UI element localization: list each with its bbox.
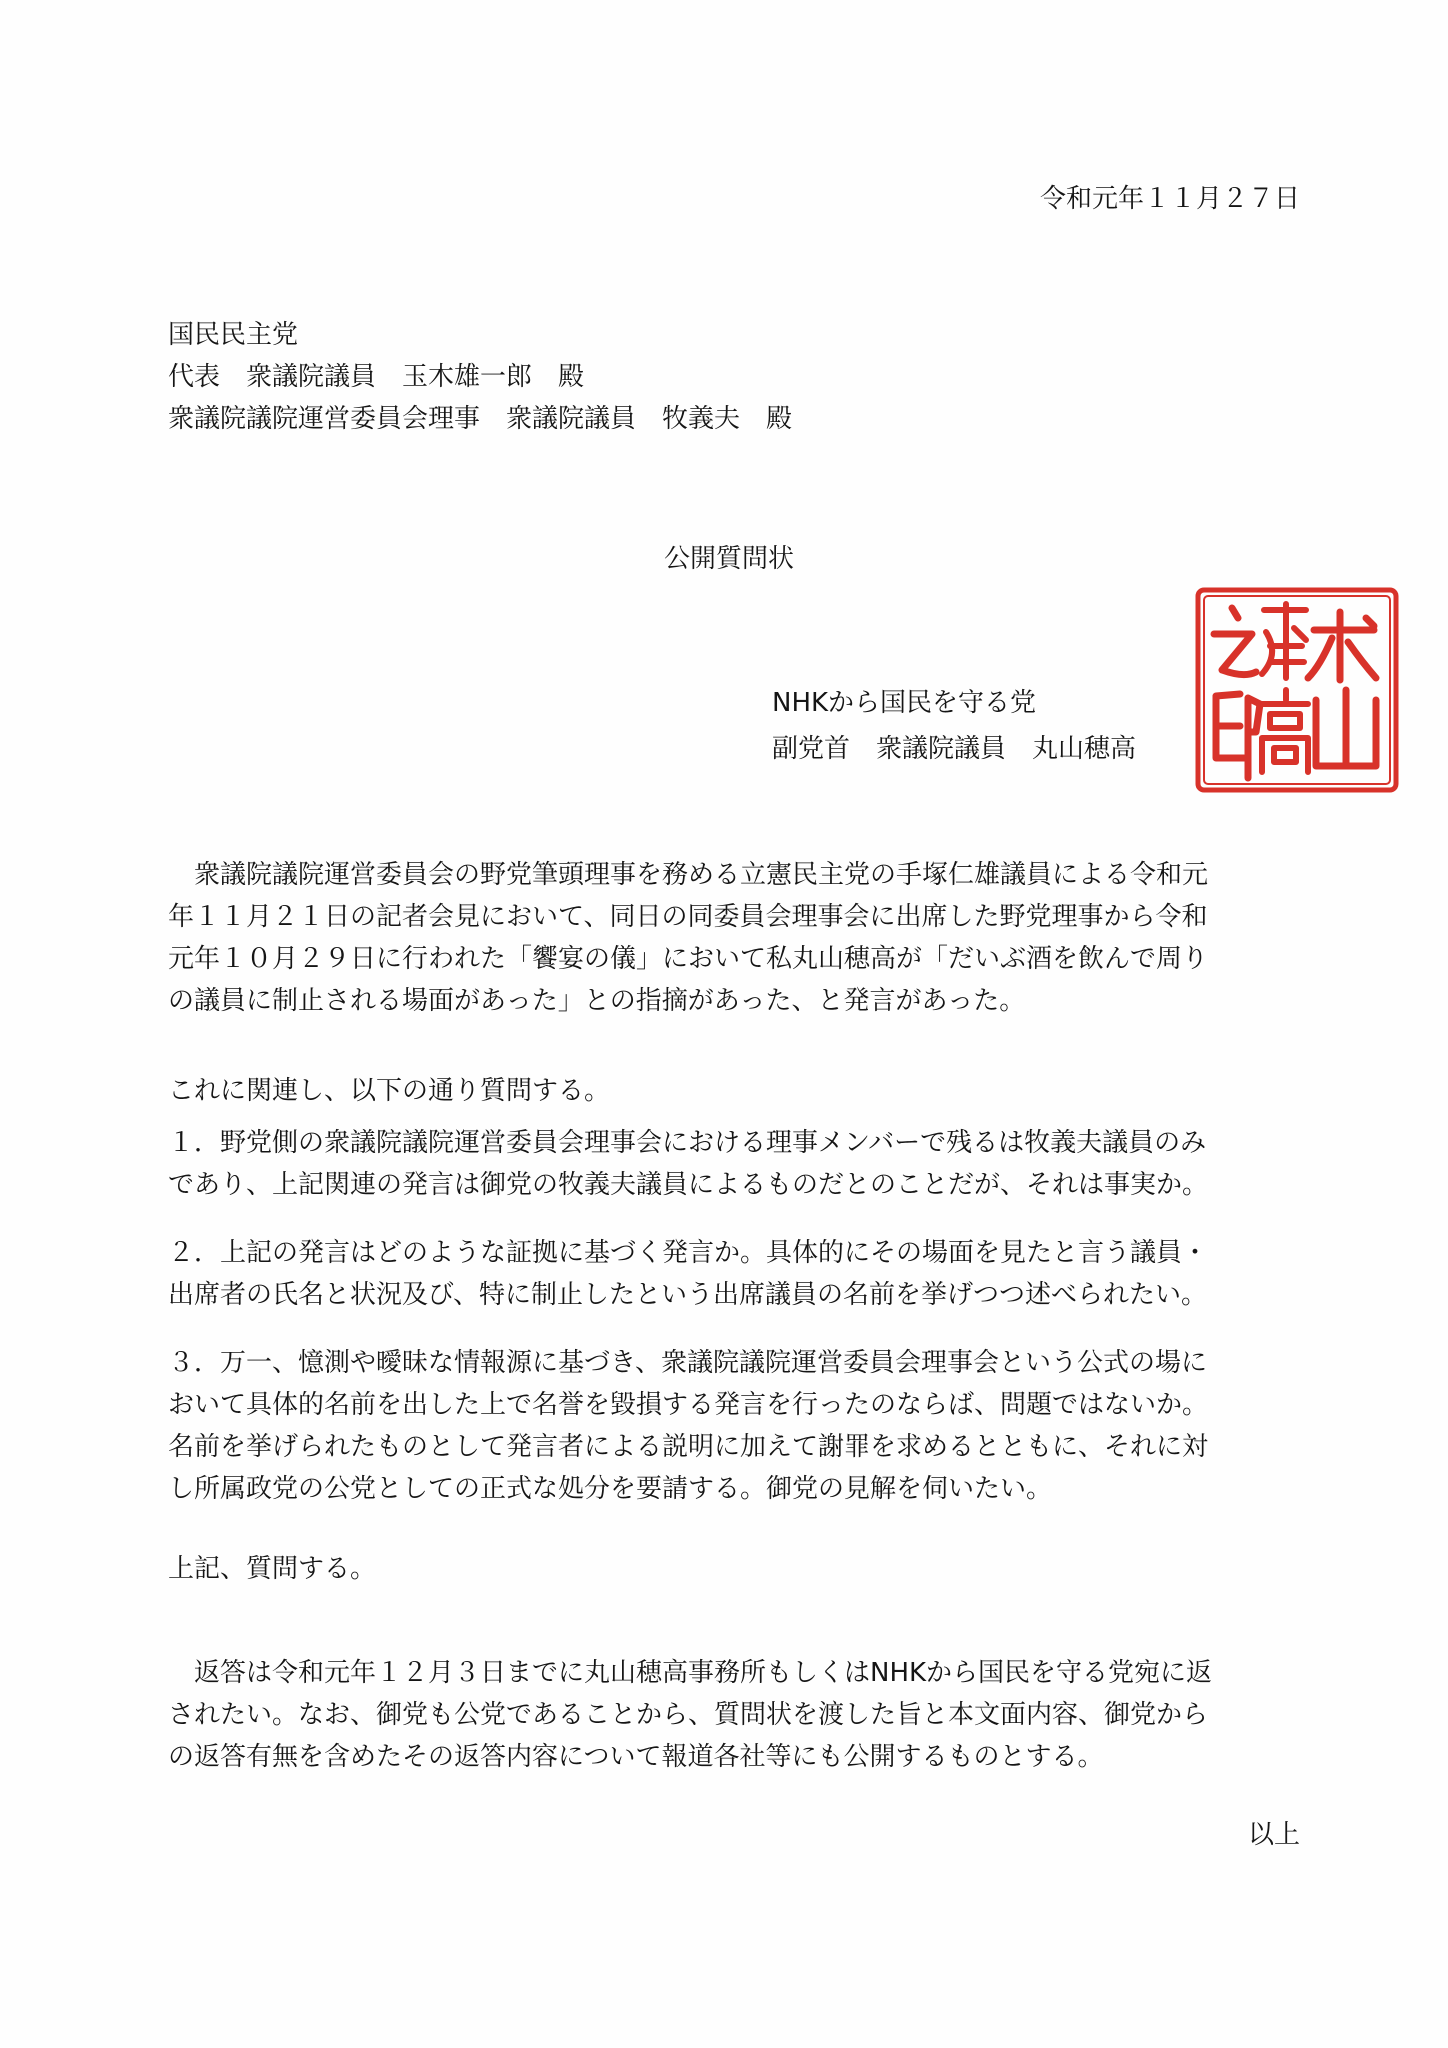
question-line: ２．上記の発言はどのような証拠に基づく発言か。具体的にその場面を見たと言う議員・: [168, 1238, 1209, 1268]
addressee-party: 国民民主党: [168, 320, 299, 350]
closing-statement: 上記、質問する。: [168, 1554, 377, 1584]
end-mark: 以上: [1247, 1820, 1300, 1850]
question-line: し所属政党の公党としての正式な処分を要請する。御党の見解を伺いたい。: [168, 1474, 1053, 1504]
intro-line: 年１１月２１日の記者会見において、同日の同委員会理事会に出席した野党理事から令和: [168, 902, 1208, 932]
question-1: [168, 1122, 1296, 1206]
question-line: ３．万一、憶測や曖昧な情報源に基づき、衆議院議院運営委員会理事会という公式の場に: [168, 1348, 1207, 1378]
sender-party: NHKから国民を守る党: [772, 688, 1037, 718]
personal-seal: [1190, 582, 1404, 798]
question-lead: これに関連し、以下の通り質問する。: [168, 1076, 611, 1106]
question-line: であり、上記関連の発言は御党の牧義夫議員によるものだとのことだが、それは事実か。: [168, 1170, 1209, 1200]
question-line: 名前を挙げられたものとして発言者による説明に加えて謝罪を求めるとともに、それに対: [168, 1432, 1209, 1462]
reply-request-paragraph: [168, 1652, 1296, 1778]
document-date: 令和元年１１月２７日: [1039, 184, 1300, 214]
intro-paragraph: [168, 854, 1296, 1022]
intro-line: の議員に制止される場面があった」との指摘があった、と発言があった。: [168, 986, 1026, 1016]
reply-line: されたい。なお、御党も公党であることから、質問状を渡した旨と本文面内容、御党から: [168, 1700, 1209, 1730]
document-title: 公開質問状: [664, 544, 795, 574]
intro-line: 元年１０月２９日に行われた「饗宴の儀」において私丸山穂高が「だいぶ酒を飲んで周り: [168, 944, 1209, 974]
question-line: 出席者の氏名と状況及び、特に制止したという出席議員の名前を挙げつつ述べられたい。: [168, 1280, 1207, 1310]
intro-line: 衆議院議院運営委員会の野党筆頭理事を務める立憲民主党の手塚仁雄議員による令和元: [168, 860, 1209, 890]
question-line: おいて具体的名前を出した上で名誉を毀損する発言を行ったのならば、問題ではないか。: [168, 1390, 1209, 1420]
question-2: [168, 1232, 1296, 1316]
reply-line: 返答は令和元年１２月３日までに丸山穂高事務所もしくはNHKから国民を守る党宛に返: [168, 1658, 1213, 1688]
question-3: [168, 1342, 1296, 1510]
question-line: １．野党側の衆議院議院運営委員会理事会における理事メンバーで残るは牧義夫議員のみ: [168, 1128, 1207, 1158]
reply-line: の返答有無を含めたその返答内容について報道各社等にも公開するものとする。: [168, 1742, 1104, 1772]
addressee-director: 衆議院議院運営委員会理事 衆議院議員 牧義夫 殿: [168, 404, 793, 434]
addressee-representative: 代表 衆議院議員 玉木雄一郎 殿: [168, 362, 585, 392]
sender-name: 副党首 衆議院議員 丸山穂高: [772, 734, 1137, 764]
